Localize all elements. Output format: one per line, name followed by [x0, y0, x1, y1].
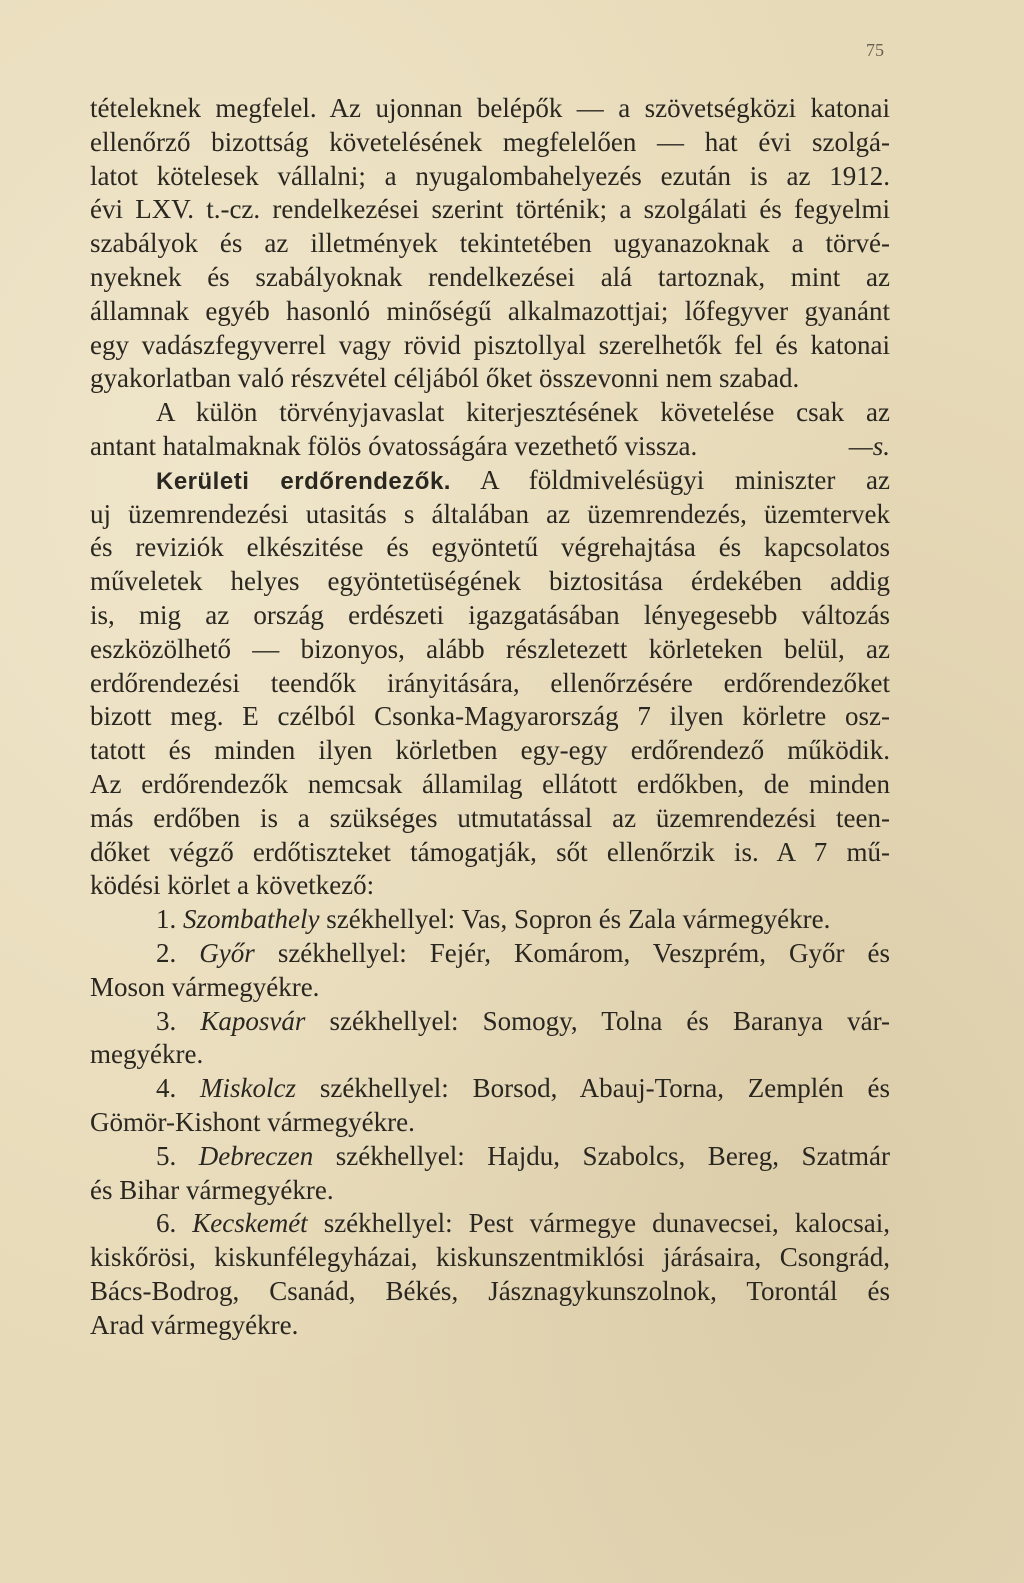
list-item-continuation: Moson vármegyékre. — [90, 971, 320, 1002]
text-line-content: antant hatalmaknak fölös óvatosságára vezethető vissza. — [90, 430, 698, 461]
section-erdorendezok — [90, 464, 890, 903]
page-text — [90, 92, 890, 1342]
list-item — [90, 1072, 890, 1106]
list-item-number: 4. — [156, 1073, 177, 1104]
list-item-text: székhellyel: Borsod, Abauj-Torna, Zemplén és — [319, 1073, 890, 1104]
text-line — [90, 430, 890, 464]
list-item-continuation: Arad vármegyékre. — [90, 1309, 299, 1340]
list-item — [90, 1207, 890, 1241]
list-item-number: 1. — [156, 904, 177, 935]
list-item-continuation: Gömör-Kishont vármegyékre. — [90, 1106, 415, 1137]
text-line: államnak egyéb hasonló minőségű alkalmazottjai; lőfegyver gyanánt — [90, 295, 890, 326]
text-line: uj üzemrendezési utasitás s általában az üzemrendezés, üzemtervek — [90, 498, 890, 529]
list-item-continuation: Bács-Bodrog, Csanád, Békés, Jásznagykunszolnok, Torontál és — [90, 1275, 890, 1306]
text-line: latot kötelesek vállalni; a nyugalombahelyezés ezután is az 1912. — [90, 160, 890, 191]
list-item-continuation: kiskőrösi, kiskunfélegyházai, kiskunszentmiklósi járásaira, Csongrád, — [90, 1242, 890, 1273]
list-item-text: székhellyel: Hajdu, Szabolcs, Bereg, Szatmár — [335, 1140, 891, 1171]
text-line: gyakorlatban való részvétel céljából őket összevonni nem szabad. — [90, 363, 800, 394]
list-item-city: Kecskemét — [192, 1208, 308, 1239]
section-heading: Kerületi erdőrendezők. — [156, 467, 451, 495]
text-line: más erdőben is a szükséges utmutatással az üzemrendezési teen- — [90, 802, 890, 833]
list-item-city: Szombathely — [183, 904, 320, 935]
paragraph-2 — [90, 396, 890, 464]
text-line: is, mig az ország erdészeti igazgatásában lényegesebb változás — [90, 599, 890, 630]
list-item-continuation: megyékre. — [90, 1039, 204, 1070]
list-item — [90, 937, 890, 971]
text-line: Az erdőrendezők nemcsak államilag ellátott erdőkben, de minden — [90, 768, 890, 799]
text-line — [90, 464, 890, 498]
text-line: tatott és minden ilyen körletben egy-egy erdőrendező működik. — [90, 735, 890, 766]
text-line: szabályok és az illetmények tekintetében ugyanazoknak a törvé- — [90, 228, 890, 259]
list-item-text: székhellyel: Pest vármegye dunavecsei, kalocsai, — [323, 1208, 890, 1239]
text-line: műveletek helyes egyöntetüségének biztositása érdekében addig — [90, 566, 890, 597]
list-item-city: Debreczen — [198, 1140, 314, 1171]
list-item-city: Győr — [199, 937, 255, 968]
text-line: nyeknek és szabályoknak rendelkezései alá tartoznak, mint az — [90, 261, 890, 292]
list-item-text: székhellyel: Somogy, Tolna és Baranya vár- — [329, 1005, 891, 1036]
page-number: 75 — [866, 40, 884, 60]
list-item — [90, 903, 890, 937]
text-line: és reviziók elkészitése és egyöntetű végrehajtása és kapcsolatos — [90, 532, 890, 563]
district-list — [90, 903, 890, 1342]
text-line: ködési körlet a következő: — [90, 870, 375, 901]
text-line: évi LXV. t.-cz. rendelkezései szerint történik; a szolgálati és fegyelmi — [90, 194, 890, 225]
text-line: A külön törvényjavaslat kiterjesztésének követelése csak az — [156, 397, 890, 428]
text-line: dőket végző erdőtiszteket támogatják, sőt ellenőrzik is. A 7 mű- — [90, 836, 890, 867]
list-item-number: 2. — [156, 937, 177, 968]
text-line: egy vadászfegyverrel vagy rövid pisztollyal szerelhetők fel és katonai — [90, 329, 890, 360]
list-item — [90, 1140, 890, 1174]
text-line-content: A földmivelésügyi miniszter az — [480, 464, 891, 495]
author-signature: —s. — [848, 430, 890, 461]
text-line: ellenőrző bizottság követelésének megfelelően — hat évi szolgá- — [90, 126, 890, 157]
text-line: erdőrendezési teendők irányitására, ellenőrzésére erdőrendezőket — [90, 667, 890, 698]
list-item-city: Miskolcz — [200, 1073, 297, 1104]
list-item-text: székhellyel: Vas, Sopron és Zala vármegyékre. — [326, 904, 831, 935]
text-line: tételeknek megfelel. Az ujonnan belépők — a szövetségközi katonai — [90, 93, 890, 123]
list-item-number: 5. — [156, 1140, 177, 1171]
list-item-number: 6. — [156, 1208, 177, 1239]
text-line: eszközölhető — bizonyos, alább részletezett körleteken belül, az — [90, 633, 890, 664]
paragraph-1 — [90, 92, 890, 396]
list-item-number: 3. — [156, 1005, 177, 1036]
list-item-continuation: és Bihar vármegyékre. — [90, 1174, 334, 1205]
list-item — [90, 1005, 890, 1039]
list-item-text: székhellyel: Fejér, Komárom, Veszprém, Győr és — [277, 937, 890, 968]
text-line: bizott meg. E czélból Csonka-Magyarország 7 ilyen körletre osz- — [90, 701, 890, 732]
list-item-city: Kaposvár — [200, 1005, 306, 1036]
